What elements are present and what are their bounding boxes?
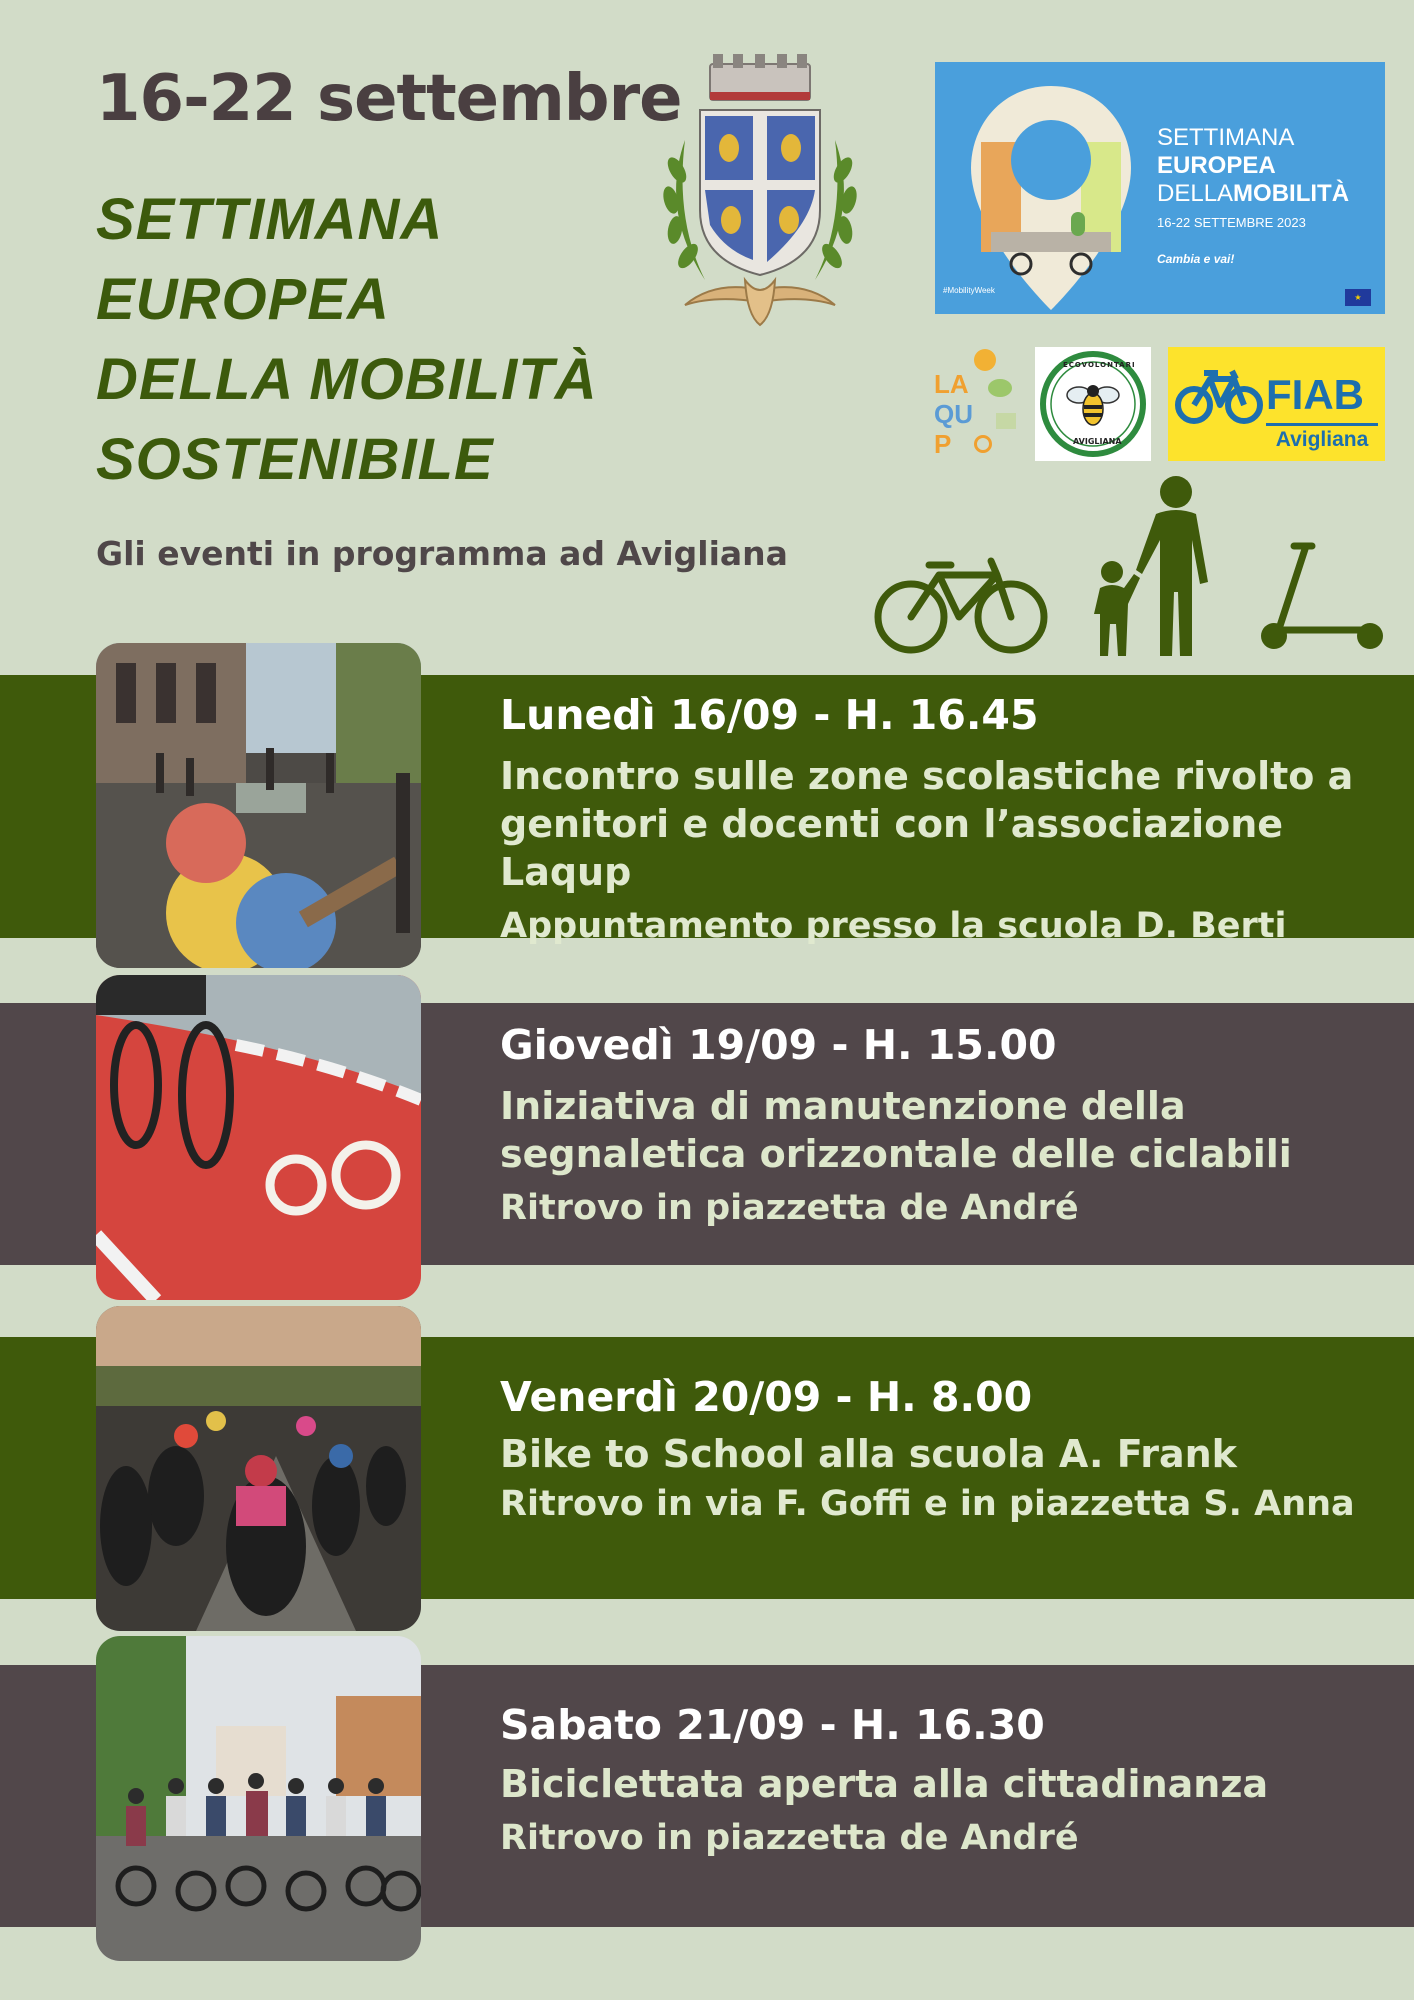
emw-dates: 16-22 SETTEMBRE 2023 <box>1157 215 1306 230</box>
emw-line1: SETTIMANA <box>1157 124 1295 151</box>
bike-lane-photo <box>96 975 421 1300</box>
event-description: Iniziativa di manutenzione della segnaletica orizzontale delle ciclabili <box>500 1084 1292 1176</box>
fiab-bike-icon <box>1174 365 1264 425</box>
event-when: Lunedì 16/09 - H. 16.45 <box>500 691 1039 739</box>
scooter-icon <box>1256 540 1388 652</box>
school-street-photo <box>96 643 421 968</box>
event-place: Ritrovo in piazzetta de André <box>500 1188 1079 1228</box>
eco-bottom-text: AVIGLIANA <box>1073 437 1122 446</box>
laqup-sun-icon <box>974 349 996 371</box>
event-photo-1 <box>96 643 421 968</box>
laqup-house-icon <box>996 413 1016 429</box>
laqup-logo <box>934 345 1020 465</box>
event-description: Biciclettata aperta alla cittadinanza <box>500 1762 1269 1806</box>
event-dates: 16-22 settembre <box>96 62 682 136</box>
title-line: SETTIMANA <box>96 187 444 252</box>
title-line: EUROPEA <box>96 267 390 332</box>
event-place: Ritrovo in piazzetta de André <box>500 1818 1079 1858</box>
event-description: Bike to School alla scuola A. Frank <box>500 1432 1237 1476</box>
event-place: Appuntamento presso la scuola D. Berti <box>500 906 1287 946</box>
group-ride-photo <box>96 1636 421 1961</box>
event-description: Incontro sulle zone scolastiche rivolto a genitori e docenti con l’associazione Laqup <box>500 754 1354 894</box>
laqup-bike-icon <box>974 435 992 453</box>
eco-top-text: ECOVOLONTARI <box>1063 361 1136 369</box>
european-mobility-week-banner <box>935 62 1385 314</box>
event-1 <box>500 690 1400 948</box>
emw-slogan: Cambia e vai! <box>1157 252 1235 266</box>
event-photo-2 <box>96 975 421 1300</box>
title-line: DELLA MOBILITÀ <box>96 347 598 412</box>
main-title <box>96 180 696 500</box>
event-when: Venerdì 20/09 - H. 8.00 <box>500 1373 1033 1421</box>
crest-icon <box>655 50 865 340</box>
event-2 <box>500 1020 1380 1230</box>
laqup-leaf-icon <box>988 379 1012 397</box>
fiab-sub: Avigliana <box>1266 423 1378 452</box>
location-pin-icon <box>961 82 1141 314</box>
event-photo-3 <box>96 1306 421 1631</box>
event-place: Ritrovo in via F. Goffi e in piazzetta S. Anna <box>500 1484 1355 1524</box>
emw-line2: EUROPEA <box>1157 152 1276 179</box>
bike-to-school-photo <box>96 1306 421 1631</box>
event-3 <box>500 1372 1400 1526</box>
emw-brand: #MobilityWeek <box>943 286 995 295</box>
family-walking-icon <box>1092 474 1216 658</box>
laqup-letters-2: QU <box>934 399 973 429</box>
event-when: Sabato 21/09 - H. 16.30 <box>500 1701 1045 1749</box>
laqup-letters-3: P <box>934 429 952 459</box>
laqup-letters-1: LA <box>934 369 969 399</box>
event-4 <box>500 1700 1380 1860</box>
emw-line3 <box>1157 180 1349 208</box>
ecovolontari-logo <box>1035 347 1151 461</box>
emw-line3-a: DELLA <box>1157 180 1234 207</box>
bicycle-icon <box>873 553 1049 658</box>
event-photo-4 <box>96 1636 421 1961</box>
eu-flag-icon: ★ <box>1345 289 1371 306</box>
emw-line3-b: MOBILITÀ <box>1233 180 1350 207</box>
title-line: SOSTENIBILE <box>96 427 494 492</box>
fiab-logo <box>1168 347 1385 461</box>
event-when: Giovedì 19/09 - H. 15.00 <box>500 1021 1057 1069</box>
subtitle: Gli eventi in programma ad Avigliana <box>96 534 788 573</box>
fiab-name: FIAB <box>1266 371 1364 418</box>
